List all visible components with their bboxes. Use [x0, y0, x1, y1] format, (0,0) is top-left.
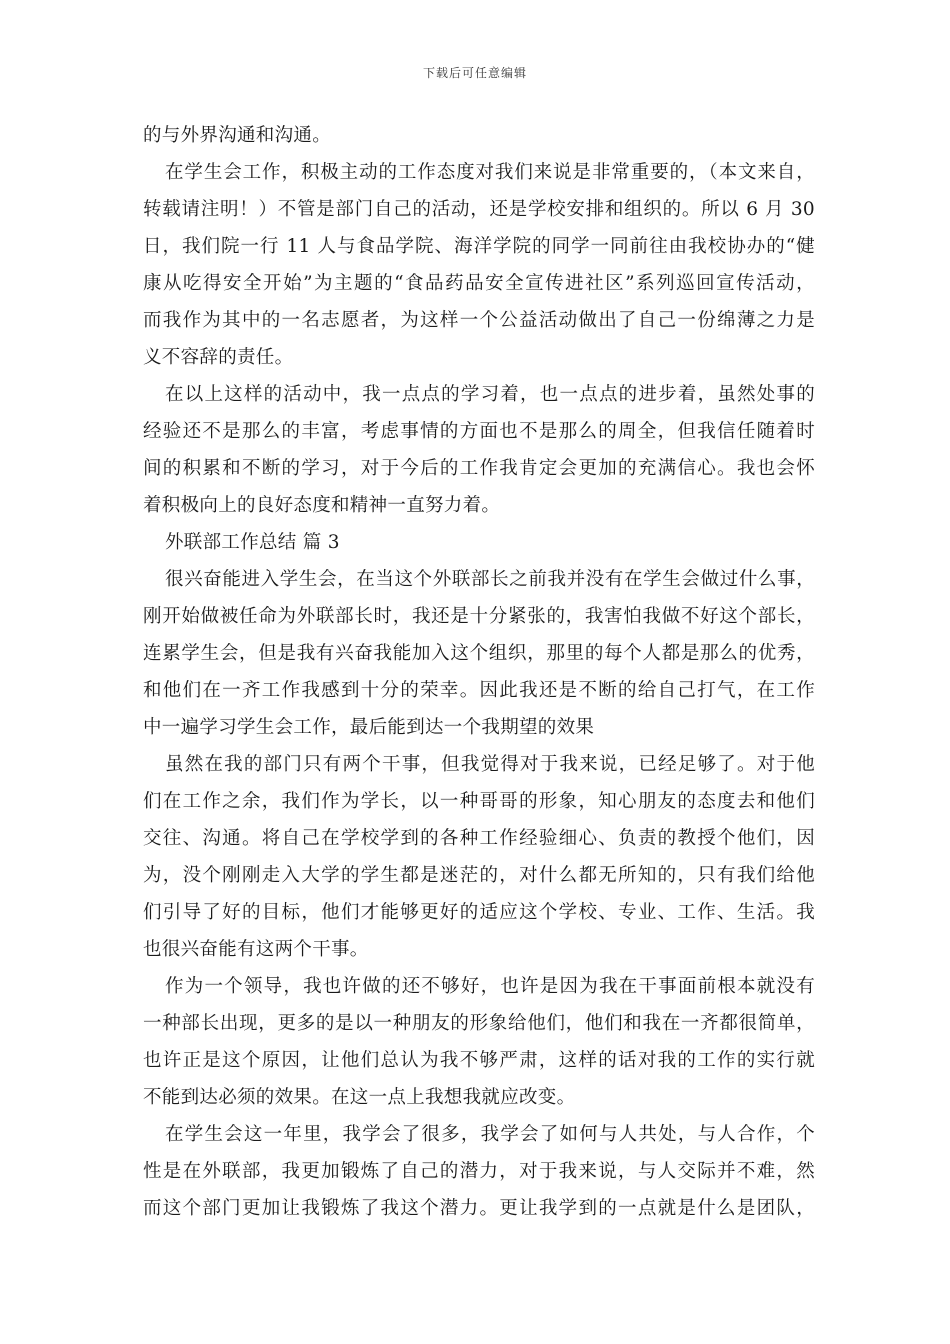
text-line: 日，我们院一行 11 人与食品学院、海洋学院的同学一同前往由我校协办的“健 [143, 236, 815, 257]
text-line: 转载请注明！）不管是部门自己的活动，还是学校安排和组织的。所以 6 月 30 [143, 199, 815, 220]
text-line: 在学生会工作，积极主动的工作态度对我们来说是非常重要的，（本文来自， [165, 162, 815, 183]
paragraph [143, 746, 815, 968]
text-line: 而这个部门更加让我锻炼了我这个潜力。更让我学到的一点就是什么是团队， [143, 1198, 815, 1219]
text-line: 性是在外联部，我更加锻炼了自己的潜力，对于我来说，与人交际并不难，然 [143, 1161, 815, 1182]
text-line: 们在工作之余，我们作为学长，以一种哥哥的形象，知心朋友的态度去和他们 [143, 791, 815, 812]
text-line: 们引导了好的目标，他们才能够更好的适应这个学校、专业、工作、生活。我 [143, 902, 815, 923]
paragraph [143, 1116, 815, 1227]
text-line: 作为一个领导，我也许做的还不够好，也许是因为我在干事面前根本就没有 [165, 976, 815, 997]
text-line: 而我作为其中的一名志愿者，为这样一个公益活动做出了自己一份绵薄之力是 [143, 310, 815, 331]
paragraph [143, 561, 815, 746]
text-line: 也许正是这个原因，让他们总认为我不够严肃，这样的话对我的工作的实行就 [143, 1050, 815, 1071]
text-line: 虽然在我的部门只有两个干事，但我觉得对于我来说，已经足够了。对于他 [165, 754, 815, 775]
text-line: 在学生会这一年里，我学会了很多，我学会了如何与人共处，与人合作，个 [165, 1124, 815, 1145]
paragraph [143, 117, 815, 154]
text-line: 义不容辞的责任。 [143, 347, 294, 368]
text-line: 交往、沟通。将自己在学校学到的各种工作经验细心、负责的教授个他们，因 [143, 828, 815, 849]
text-line: 康从吃得安全开始”为主题的“食品药品安全宣传进社区”系列巡回宣传活动， [143, 273, 815, 294]
text-line: 也很兴奋能有这两个干事。 [143, 939, 369, 960]
text-line: 在以上这样的活动中，我一点点的学习着，也一点点的进步着，虽然处事的 [165, 384, 815, 405]
text-line: 不能到达必须的效果。在这一点上我想我就应改变。 [143, 1087, 576, 1108]
paragraph [143, 154, 815, 376]
section-heading [143, 524, 815, 561]
text-line: 很兴奋能进入学生会，在当这个外联部长之前我并没有在学生会做过什么事， [165, 569, 815, 590]
paragraph [143, 376, 815, 524]
text-line: 为，没个刚刚走入大学的学生都是迷茫的，对什么都无所知的，只有我们给他 [143, 865, 815, 886]
paragraph [143, 968, 815, 1116]
page-header: 下载后可任意编辑 [422, 66, 527, 80]
text-line: 的与外界沟通和沟通。 [143, 125, 332, 146]
text-line: 外联部工作总结 篇 3 [165, 532, 340, 553]
document-body [143, 117, 815, 1227]
text-line: 间的积累和不断的学习，对于今后的工作我肯定会更加的充满信心。我也会怀 [143, 458, 815, 479]
text-line: 刚开始做被任命为外联部长时，我还是十分紧张的，我害怕我做不好这个部长， [143, 606, 815, 627]
text-line: 中一遍学习学生会工作，最后能到达一个我期望的效果 [143, 717, 595, 738]
text-line: 连累学生会，但是我有兴奋我能加入这个组织，那里的每个人都是那么的优秀， [143, 643, 815, 664]
text-line: 着积极向上的良好态度和精神一直努力着。 [143, 495, 501, 516]
text-line: 和他们在一齐工作我感到十分的荣幸。因此我还是不断的给自己打气，在工作 [143, 680, 815, 701]
text-line: 一种部长出现，更多的是以一种朋友的形象给他们，他们和我在一齐都很简单， [143, 1013, 815, 1034]
text-line: 经验还不是那么的丰富，考虑事情的方面也不是那么的周全，但我信任随着时 [143, 421, 815, 442]
